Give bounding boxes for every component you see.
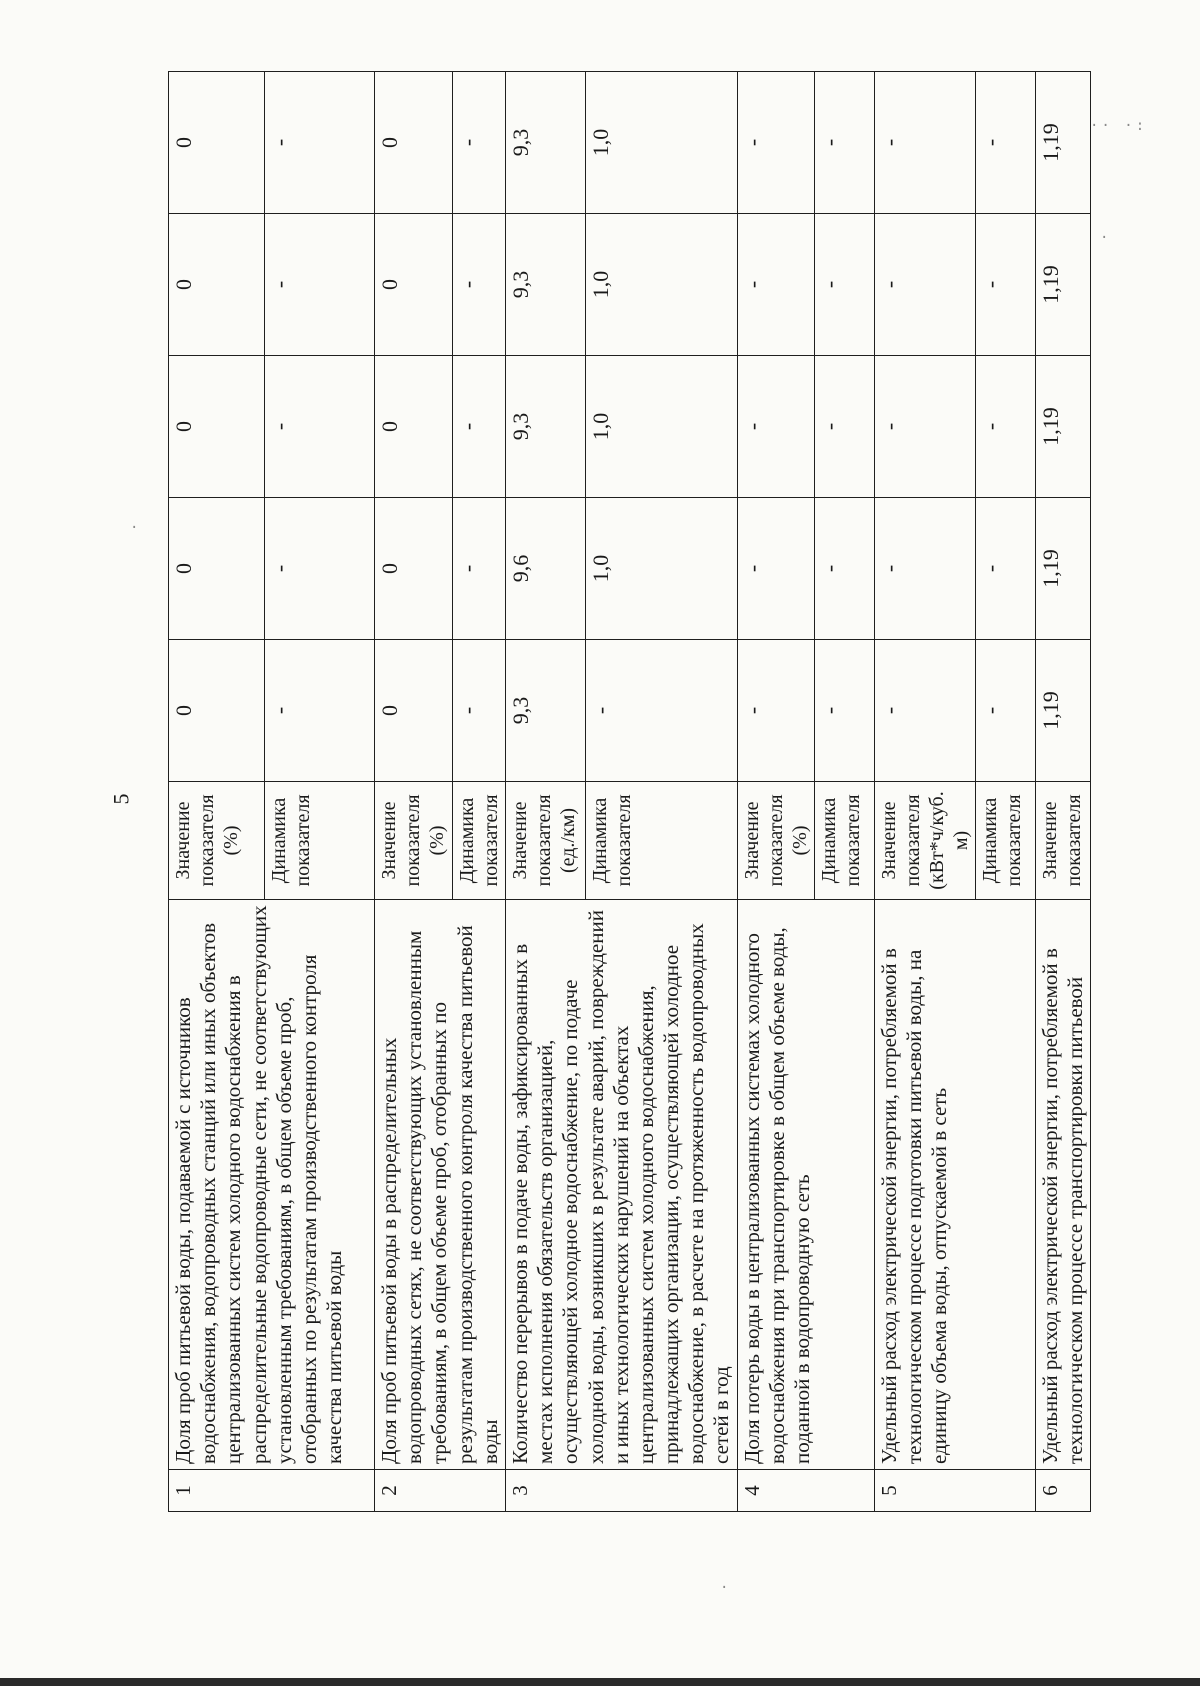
dynamics-cell: - [452,640,505,782]
value-cell: 1,19 [1035,640,1090,782]
value-cell: 0 [375,214,453,356]
row-number: 2 [375,1470,506,1512]
value-cell: 9,3 [505,356,585,498]
dynamics-cell: - [814,72,874,214]
dynamics-cell: - [265,72,375,214]
table-row [375,72,453,1512]
indicator-description: Доля проб питьевой воды, подаваемой с источников водоснабжения, водопроводных станций или иных объектов централизованных систем холодного водоснабжения в распределительные водопроводные сети, не соответствующих установленным требованиям, в общем объеме проб, отобранных по результатам производственного контроля качества питьевой воды [169,900,375,1470]
dynamics-cell: - [814,356,874,498]
value-cell: - [874,640,975,782]
indicator-description: Удельный расход электрической энергии, потребляемой в технологическом процессе подготовки питьевой воды, на единицу объема воды, отпускаемой в сеть [874,900,1035,1470]
dynamics-cell: - [975,640,1035,782]
table-row [1035,72,1090,1512]
dynamics-label: Динамика показателя [814,782,874,900]
row-number: 1 [169,1470,375,1512]
value-cell: 9,3 [505,214,585,356]
dynamics-label: Динамика показателя [265,782,375,900]
dynamics-cell: - [814,640,874,782]
dynamics-cell: 1,0 [585,498,737,640]
value-cell: 0 [375,356,453,498]
value-cell: - [737,640,814,782]
value-cell: 9,3 [505,640,585,782]
dynamics-cell: - [265,356,375,498]
indicators-table [168,71,1091,1512]
value-cell: 0 [169,498,265,640]
dynamics-cell: - [814,214,874,356]
table-row [737,72,814,1512]
value-label: Значение показателя [1035,782,1090,900]
page-number: 5 [108,793,134,805]
indicator-description: Доля потерь воды в централизованных системах холодного водоснабжения при транспортировке в общем объеме воды, поданной в водопроводную сеть [737,900,874,1470]
dynamics-cell: - [265,640,375,782]
scan-speck: ·· ·: [1090,118,1148,134]
dynamics-cell: 1,0 [585,356,737,498]
row-number: 4 [737,1470,874,1512]
value-cell: - [874,498,975,640]
value-cell: 0 [169,356,265,498]
indicator-description: Удельный расход электрической энергии, потребляемой в технологическом процессе транспортировки питьевой [1035,900,1090,1470]
value-label: Значение показателя (%) [375,782,453,900]
value-label: Значение показателя (кВт*ч/куб. м) [874,782,975,900]
scan-speck: · [1100,230,1112,246]
indicator-description: Доля проб питьевой воды в распределительных водопроводных сетях, не соответствующих установленным требованиям, в общем объеме проб, отобранных по результатам производственного контроля качества питьевой воды [375,900,506,1470]
value-label: Значение показателя (ед./км) [505,782,585,900]
row-number: 3 [505,1470,737,1512]
dynamics-label: Динамика показателя [585,782,737,900]
dynamics-cell: - [452,72,505,214]
value-cell: - [874,72,975,214]
dynamics-cell: - [975,356,1035,498]
value-cell: 1,19 [1035,214,1090,356]
scan-speck: · [130,520,142,536]
dynamics-cell: - [975,214,1035,356]
value-cell: 1,19 [1035,498,1090,640]
dynamics-label: Динамика показателя [452,782,505,900]
table-row [505,72,585,1512]
value-cell: - [737,498,814,640]
value-cell: 0 [375,498,453,640]
value-cell: 1,19 [1035,356,1090,498]
value-cell: - [874,356,975,498]
value-cell: 0 [169,72,265,214]
dynamics-cell: - [452,356,505,498]
value-cell: - [874,214,975,356]
dynamics-cell: - [585,640,737,782]
row-number: 5 [874,1470,1035,1512]
scan-edge [0,1678,1200,1686]
value-label: Значение показателя (%) [169,782,265,900]
dynamics-cell: - [975,72,1035,214]
value-cell: 0 [375,72,453,214]
dynamics-cell: - [452,498,505,640]
dynamics-cell: - [265,498,375,640]
value-cell: - [737,356,814,498]
dynamics-label: Динамика показателя [975,782,1035,900]
value-cell: 0 [169,640,265,782]
scan-speck: · [720,1580,732,1596]
value-cell: - [737,214,814,356]
value-cell: 0 [169,214,265,356]
rotated-table-sheet [168,72,1088,1512]
indicator-description: Количество перерывов в подаче воды, зафиксированных в местах исполнения обязательств организацией, осуществляющей холодное водоснабжение, по подаче холодной воды, возникших в результате аварий, повреждений и иных технологических нарушений на объектах централизованных систем холодного водоснабжения, принадлежащих организации, осуществляющей холодное водоснабжение, в расчете на протяженность водопроводных сетей в год [505,900,737,1470]
row-number: 6 [1035,1470,1090,1512]
value-cell: 0 [375,640,453,782]
dynamics-cell: - [975,498,1035,640]
value-cell: 9,3 [505,72,585,214]
dynamics-cell: - [452,214,505,356]
table-row [874,72,975,1512]
value-cell: - [737,72,814,214]
value-label: Значение показателя (%) [737,782,814,900]
value-cell: 1,19 [1035,72,1090,214]
table-row [169,72,265,1512]
dynamics-cell: - [814,498,874,640]
dynamics-cell: - [265,214,375,356]
value-cell: 9,6 [505,498,585,640]
dynamics-cell: 1,0 [585,72,737,214]
dynamics-cell: 1,0 [585,214,737,356]
